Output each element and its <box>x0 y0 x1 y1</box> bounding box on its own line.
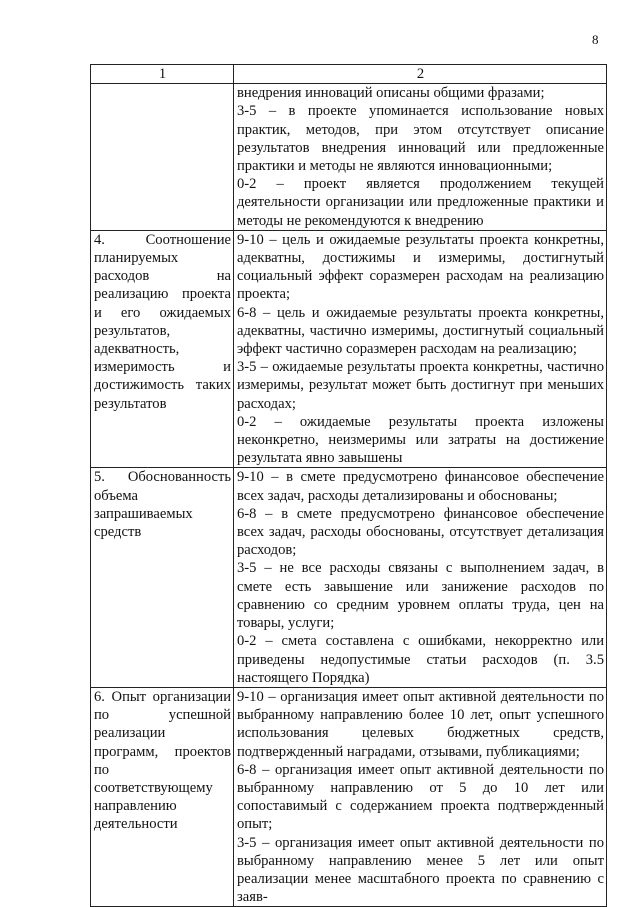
level-text: 9-10 – цель и ожидаемые результаты проекта конкретны, адекватны, достижимы и измеримы, достигнутый социальный эффект соразмерен расходам на реализацию проекта; <box>237 231 604 303</box>
table-row <box>91 468 607 687</box>
level-text: 3-5 – ожидаемые результаты проекта конкретны, частично измеримы, результат может быть достигнут при меньших расходах; <box>237 359 604 412</box>
table-row <box>91 230 607 468</box>
table-row <box>91 84 607 231</box>
level-text: внедрения инноваций описаны общими фразами; <box>237 85 545 102</box>
level-text: 0-2 – ожидаемые результаты проекта изложены неконкретно, неизмеримы или затраты на достижение результата явно завышены <box>237 413 604 467</box>
page-number: 8 <box>592 32 599 47</box>
level-text: 9-10 – организация имеет опыт активной деятельности по выбранному направлению более 10 лет, опыт успешного использования целевых бюджетных средств, подтвержденный наградами, отзывами, публикациями; <box>237 688 604 760</box>
criterion-cell: 5. Обоснованность объема запрашиваемых средств <box>91 468 234 687</box>
header-col-2: 2 <box>234 65 607 84</box>
level-text: 3-5 – организация имеет опыт активной деятельности по выбранному направлению менее 5 лет или опыт реализации менее масштабного проекта по сравнению с заяв- <box>237 834 604 906</box>
criteria-table <box>90 64 607 907</box>
levels-cell <box>234 84 607 231</box>
levels-cell <box>234 230 607 468</box>
level-text: 6-8 – цель и ожидаемые результаты проекта конкретны, адекватны, частично измеримы, достигнутый социальный эффект частично соразмерен расходам на реализацию; <box>237 304 604 358</box>
criterion-cell <box>91 84 234 231</box>
criterion-cell: 4. Соотношение планируемых расходов на реализацию проекта и его ожидаемых результатов, адекватность, измеримость и достижимость таких результатов <box>91 230 234 468</box>
level-text: 6-8 – в смете предусмотрено финансовое обеспечение всех задач, расходы обоснованы, отсутствует детализация расходов; <box>237 505 604 559</box>
levels-cell <box>234 687 607 906</box>
level-text: 0-2 – проект является продолжением текущей деятельности организации или предложенные практики и методы не рекомендуются к внедрению <box>237 176 604 229</box>
level-text: 9-10 – в смете предусмотрено финансовое обеспечение всех задач, расходы детализированы и обоснованы; <box>237 469 604 504</box>
level-text: 6-8 – организация имеет опыт активной деятельности по выбранному направлению от 5 до 10 лет или сопоставимый с содержанием проекта подтвержденный опыт; <box>237 761 604 833</box>
table-row <box>91 687 607 906</box>
level-text: 0-2 – смета составлена с ошибками, некорректно или приведены недопустимые статьи расходов (п. 3.5 настоящего Порядка) <box>237 633 604 686</box>
level-text: 3-5 – в проекте упоминается использование новых практик, методов, при этом отсутствует описание результатов внедрения инноваций или предложенные практики и методы не являются инновационными; <box>237 103 604 175</box>
level-text: 3-5 – не все расходы связаны с выполнением задач, в смете есть завышение или занижение расходов по сравнению со средним уровнем оплаты труда, цен на товары, услуги; <box>237 560 604 632</box>
criterion-cell: 6. Опыт организации по успешной реализации программ, проектов по соответствующему направлению деятельности <box>91 687 234 906</box>
table-header-row <box>91 65 607 84</box>
header-col-1: 1 <box>91 65 234 84</box>
levels-cell <box>234 468 607 687</box>
